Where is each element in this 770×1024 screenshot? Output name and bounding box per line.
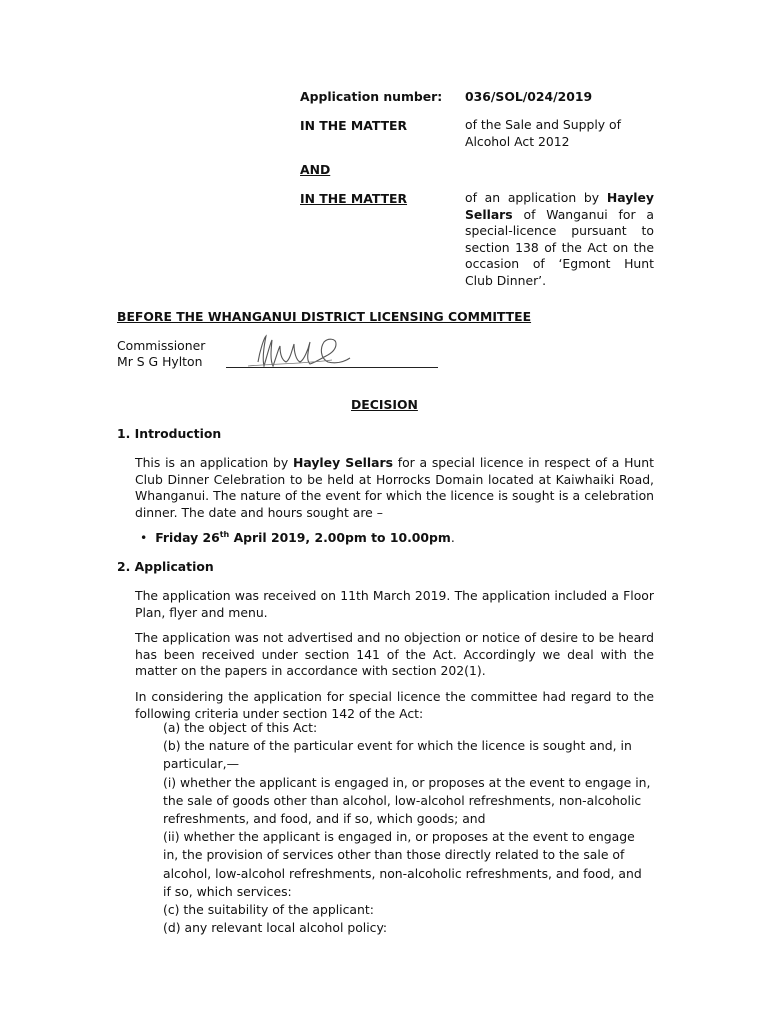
bullet-day: Friday 26: [155, 530, 220, 545]
criteria-item: (a) the object of this Act:: [163, 720, 318, 735]
application-number-label: Application number:: [300, 89, 443, 104]
matter1-text: of the Sale and Supply of Alcohol Act 2012: [465, 117, 621, 149]
decision-heading: DECISION: [351, 397, 418, 412]
bullet-end: .: [450, 530, 455, 545]
intro-pre: This is an application by: [135, 455, 289, 470]
and-label: AND: [300, 162, 331, 177]
intro-post: for a special licence in respect of a Hunt Club Dinner Celebration to be held at Horrocks Domain located at Kaiwhaiki Road, Whanganui. The nature of the event for which the licence is sought is a celebration dinner. The date and hours sought are –: [135, 455, 654, 520]
criteria-item: (d) any relevant local alcohol policy:: [163, 920, 388, 936]
commissioner-name: Mr S G Hylton: [117, 354, 203, 369]
matter2-text: [465, 190, 654, 289]
matter2-post: of Wanganui for a special-licence pursuant to section 138 of the Act on the occasion of ‘Egmont Hunt Club Dinner’.: [465, 206, 654, 288]
intro-paragraph: [135, 455, 654, 521]
bullet-rest: April 2019, 2.00pm to 10.00pm: [229, 530, 451, 545]
signature-line: [226, 367, 438, 368]
matter1-label: IN THE MATTER: [300, 118, 408, 133]
criteria-item: (ii) whether the applicant is engaged in, or proposes at the event to engage in, the provision of services other than those directly related to the sale of alcohol, low-alcohol refreshments, non-alcoholic refreshments, and food, and if so, which services:: [163, 829, 642, 899]
matter2-label: IN THE MATTER: [300, 191, 408, 206]
commissioner-label: Commissioner: [117, 338, 206, 353]
section-heading-application: 2. Application: [117, 559, 214, 574]
applicant-name: Hayley Sellars: [465, 190, 654, 222]
committee-title: BEFORE THE WHANGANUI DISTRICT LICENSING COMMITTEE: [117, 309, 532, 324]
criteria-item: (b) the nature of the particular event for which the licence is sought and, in particular,—: [163, 738, 632, 772]
bullet-icon: •: [140, 530, 148, 545]
date-bullet: [140, 530, 455, 545]
application-number: 036/SOL/024/2019: [465, 89, 593, 104]
criteria-list: [163, 719, 653, 937]
matter2-pre: of an application by: [465, 190, 600, 205]
criteria-item: (i) whether the applicant is engaged in, or proposes at the event to engage in, the sale of goods other than alcohol, low-alcohol refreshments, non-alcoholic refreshments, and food, and if so, which goods; and: [163, 774, 651, 827]
bullet-sup: th: [219, 529, 230, 539]
signature: [240, 330, 360, 375]
application-paragraph-2: The application was not advertised and no objection or notice of desire to be heard has been received under section 141 of the Act. Accordingly we deal with the matter on the papers in accordance with section 202(1).: [135, 630, 654, 678]
intro-applicant-name: Hayley Sellars: [293, 455, 393, 470]
section-heading-introduction: 1. Introduction: [117, 426, 222, 441]
criteria-item: (c) the suitability of the applicant:: [163, 902, 374, 918]
application-paragraph-1: The application was received on 11th March 2019. The application included a Floor Plan, flyer and menu.: [135, 588, 654, 620]
application-paragraph-3: In considering the application for special licence the committee had regard to the following criteria under section 142 of the Act:: [135, 689, 654, 721]
